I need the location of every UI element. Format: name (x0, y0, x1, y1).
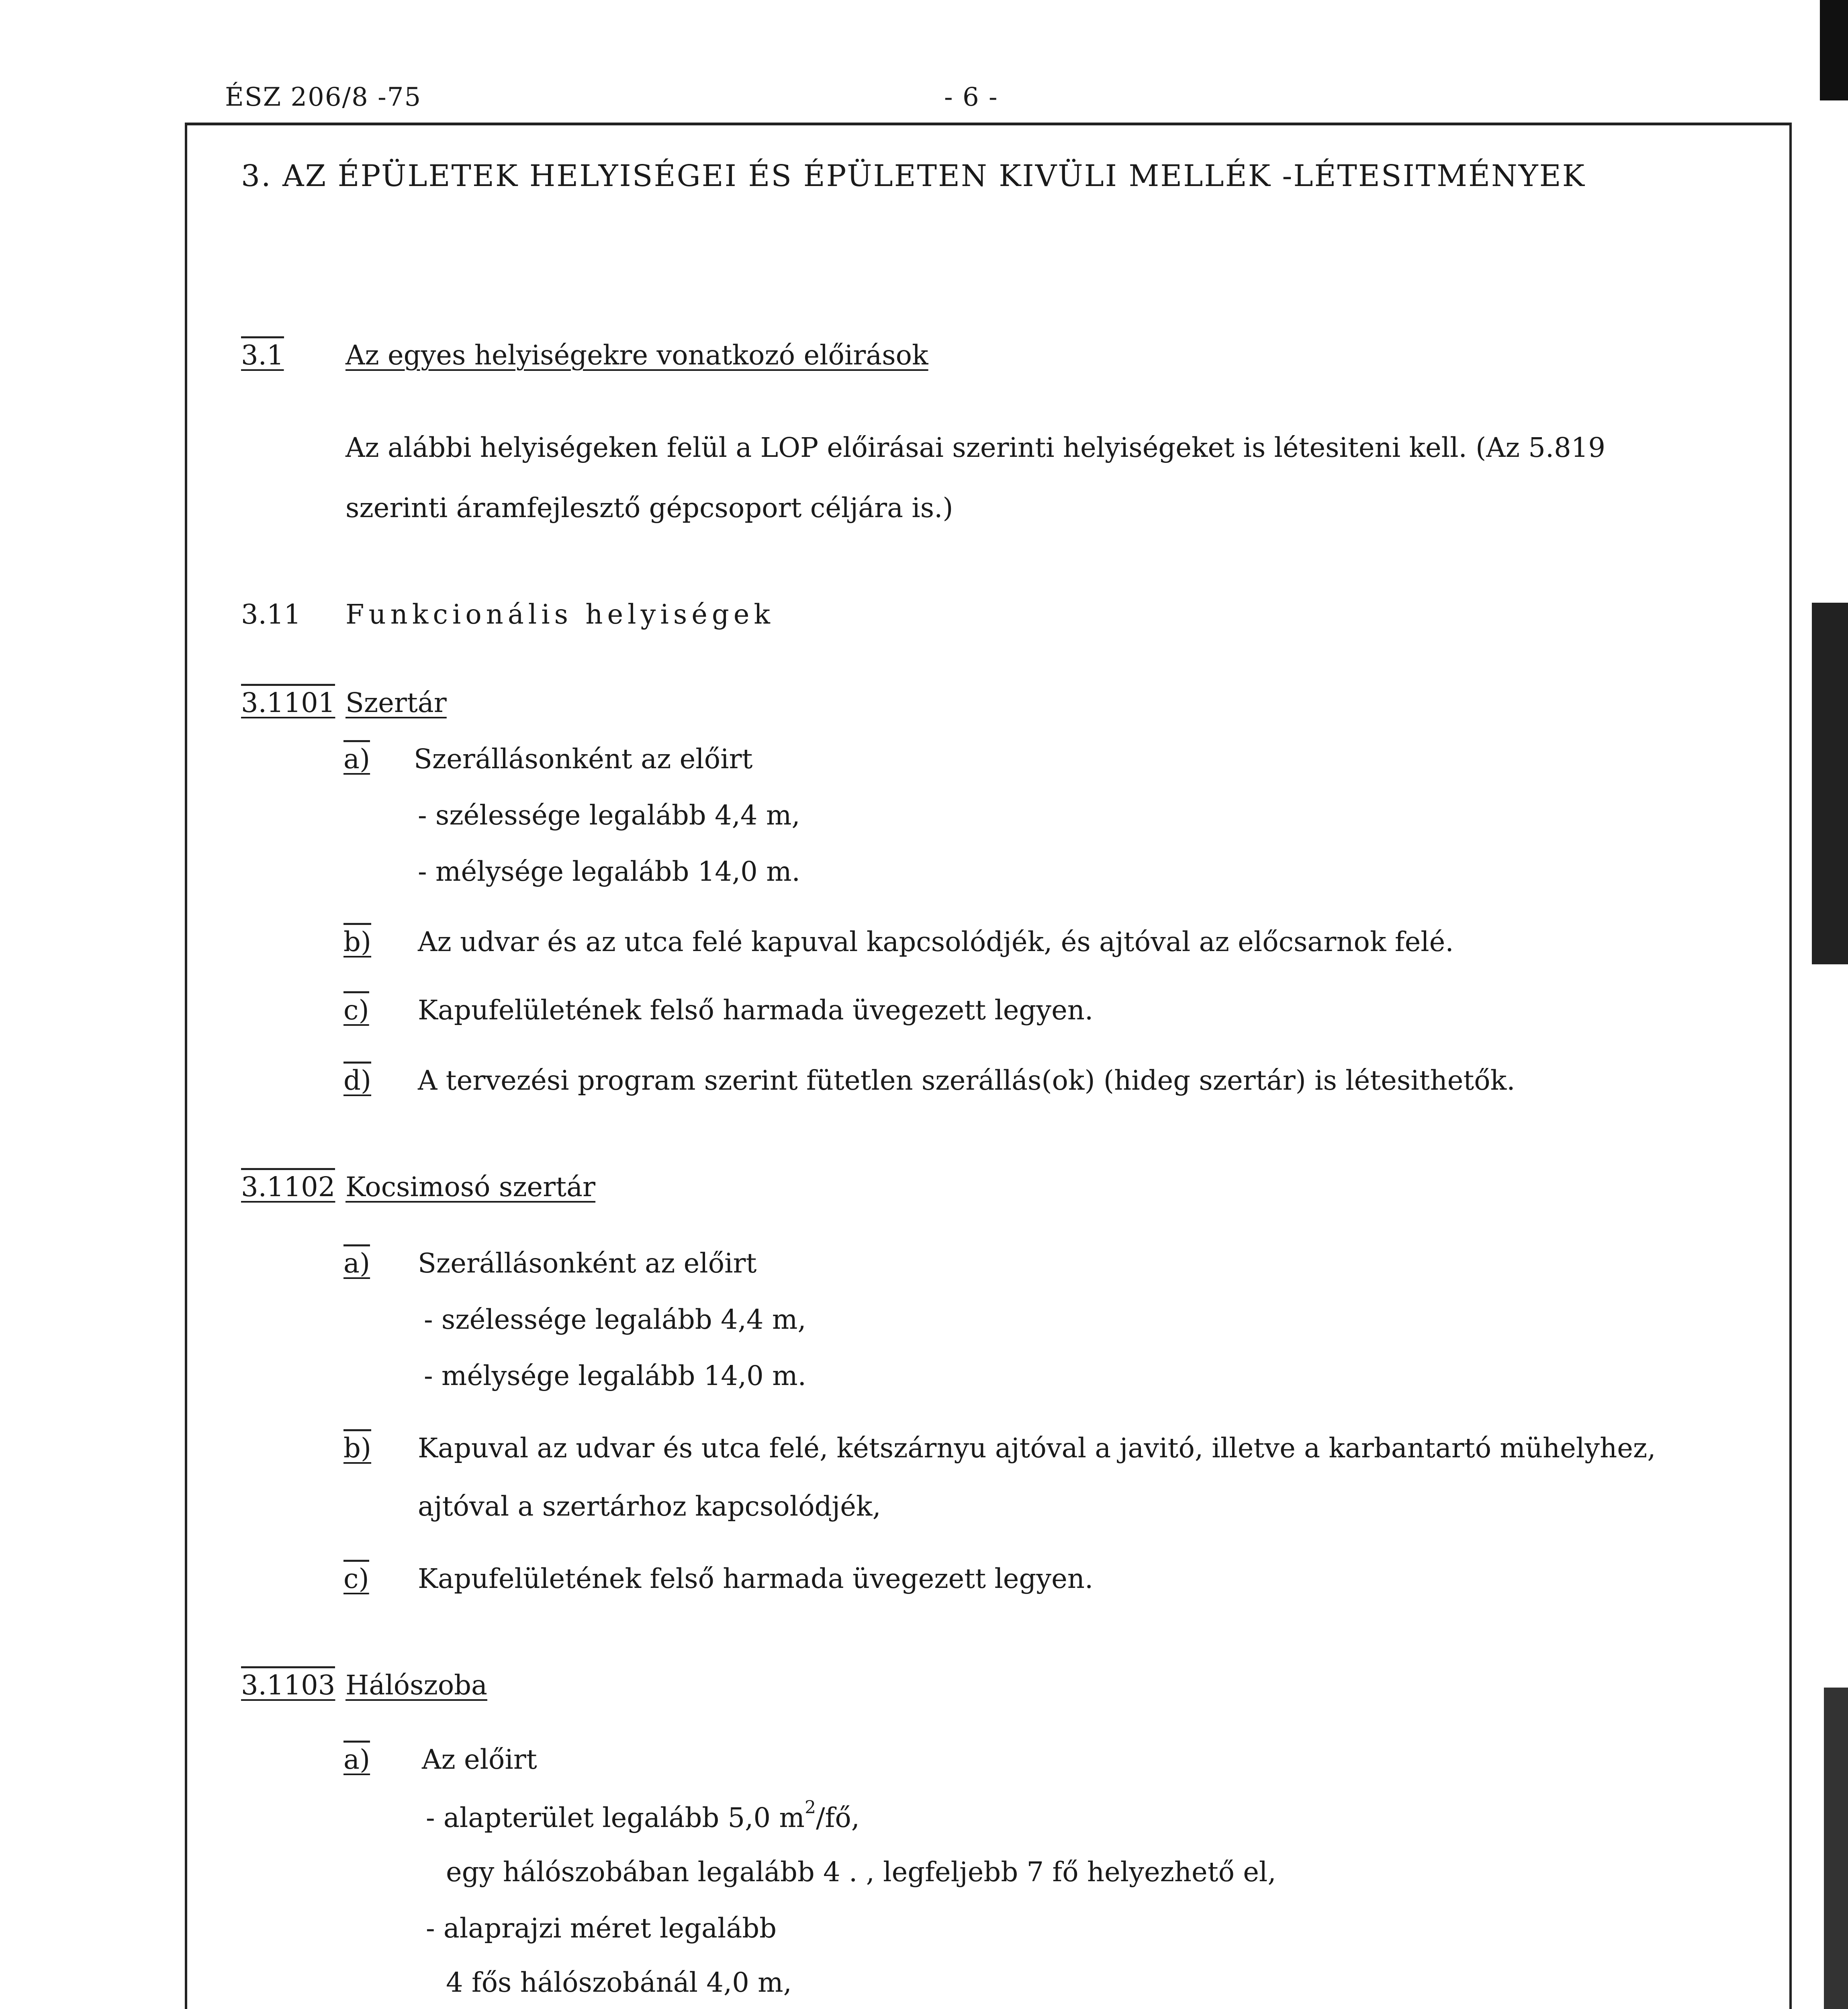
list-item-text: ajtóval a szertárhoz kapcsolódjék, (418, 1491, 881, 1522)
list-item-text: - mélysége legalább 14,0 m. (418, 856, 800, 887)
scan-edge-shadow (1824, 1688, 1848, 2009)
section-3-1-title: Az egyes helyiségekre vonatkozó előirások (345, 340, 928, 371)
list-item-text: A tervezési program szerint fütetlen szerállás(ok) (hideg szertár) is létesithetők. (418, 1065, 1515, 1096)
section-3-1101-title: Szertár (345, 687, 447, 718)
section-3-1-paragraph-line: szerinti áramfejlesztő gépcsoport céljára is.) (345, 492, 953, 524)
section-3-11-title: Funkcionális helyiségek (345, 599, 775, 630)
chapter-title: 3. AZ ÉPÜLETEK HELYISÉGEI ÉS ÉPÜLETEN KIVÜLI MELLÉK -LÉTESITMÉNYEK (241, 159, 1586, 193)
list-item-text: 4 fős hálószobánál 4,0 m, (446, 1967, 792, 1998)
scan-edge-shadow (1820, 0, 1848, 100)
list-item-text: - szélessége legalább 4,4 m, (418, 800, 800, 831)
section-3-1-number: 3.1 (241, 340, 284, 371)
list-item-text: Az udvar és az utca felé kapuval kapcsolódjék, és ajtóval az előcsarnok felé. (418, 926, 1454, 957)
section-3-1103-number: 3.1103 (241, 1669, 335, 1701)
list-label: d) (343, 1065, 372, 1096)
document-code: ÉSZ 206/8 -75 (225, 82, 422, 112)
section-3-1101-number: 3.1101 (241, 687, 335, 718)
floor-area-line: - alapterület legalább 5,0 $m^2/fő$, (426, 1797, 860, 1833)
section-3-11-number: 3.11 (241, 599, 301, 630)
list-item-text: - alaprajzi méret legalább (426, 1913, 777, 1944)
list-item-text: Szerállásonként az előirt (414, 743, 753, 775)
list-item-text: egy hálószobában legalább 4 . , legfeljebb 7 fő helyezhető el, (446, 1856, 1276, 1888)
section-3-1102-number: 3.1102 (241, 1171, 335, 1203)
list-item-text: Szerállásonként az előirt (418, 1248, 757, 1279)
page-number: - 6 - (944, 82, 998, 112)
list-item-text: Kapuval az udvar és utca felé, kétszárnyu ajtóval a javitó, illetve a karbantartó mühelyhez, (418, 1432, 1656, 1464)
section-3-1-paragraph-line: Az alábbi helyiségeken felül a LOP előirásai szerinti helyiségeket is létesiteni kell. (Az 5.819 (345, 432, 1606, 463)
list-item-text: Az előirt (422, 1744, 537, 1775)
list-item-text: - mélysége legalább 14,0 m. (424, 1360, 806, 1391)
list-label: c) (343, 1563, 369, 1594)
list-label: c) (343, 994, 369, 1026)
list-label: a) (343, 1248, 370, 1279)
list-item-text: - szélessége legalább 4,4 m, (424, 1304, 806, 1335)
list-item-text: Kapufelületének felső harmada üvegezett legyen. (418, 994, 1094, 1026)
section-3-1103-title: Hálószoba (345, 1669, 487, 1701)
area-exponent: 2 (804, 1797, 816, 1818)
section-3-1102-title: Kocsimosó szertár (345, 1171, 596, 1203)
list-label: b) (343, 1432, 372, 1464)
list-label: a) (343, 1744, 370, 1775)
scan-edge-shadow (1812, 603, 1848, 964)
list-item-text: Kapufelületének felső harmada üvegezett legyen. (418, 1563, 1094, 1594)
list-label: a) (343, 743, 370, 775)
list-label: b) (343, 926, 372, 957)
